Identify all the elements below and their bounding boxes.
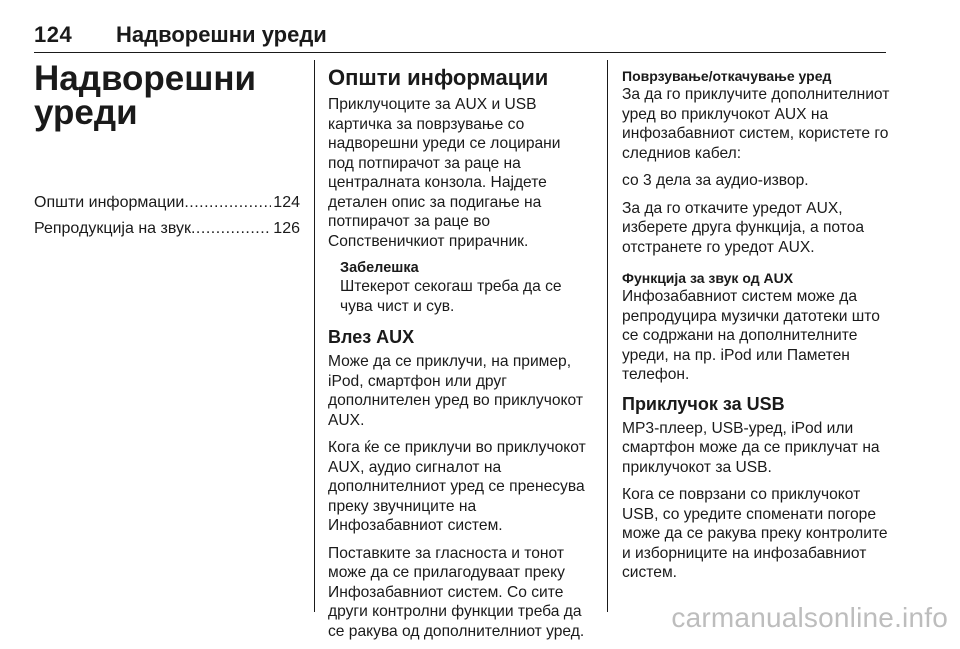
section-heading-general-info: Општи информации	[328, 65, 549, 90]
aux-audio-paragraph: Инфозабавниот систем може да репродуцира музички датотеки што се содржани на дополнителните уреди, на пр. iPod или Паметен телефон.	[622, 288, 880, 383]
middle-column	[328, 62, 590, 649]
column-divider-right	[607, 60, 608, 612]
toc-entry-audio-playback[interactable]	[34, 218, 300, 240]
toc-leader	[184, 192, 271, 214]
toc-page-number: 124	[273, 194, 300, 211]
usb-paragraph-2: Кога се поврзани со приклучокот USB, со уредите споменати погоре може да се ракува преку контролите и изборниците на инфозабавниот систем.	[622, 486, 888, 581]
toc-entry-general-info[interactable]	[34, 192, 300, 214]
page-header	[34, 22, 886, 53]
section-heading-aux: Влез AUX	[328, 327, 415, 347]
toc-label: Репродукција на звук	[34, 220, 191, 237]
subheading-connect: Поврзување/откачување уред	[622, 68, 832, 84]
right-column	[622, 62, 890, 591]
usb-paragraph-1: MP3-плеер, USB-уред, iPod или смартфон може да се приклучат на приклучокот за USB.	[622, 419, 880, 476]
toc-page-number: 126	[273, 220, 300, 237]
chapter-title-line2: уреди	[34, 93, 138, 132]
connect-paragraph-3: За да го откачите уредот AUX, изберете друга функција, а потоа отстранете го уредот AUX.	[622, 199, 865, 256]
chapter-title-line1: Надворешни	[34, 59, 257, 98]
running-title: Надворешни уреди	[116, 22, 327, 47]
note-box	[328, 259, 590, 316]
chapter-title	[34, 59, 300, 132]
intro-paragraph: Приклучоците за AUX и USB картичка за поврзување со надворешни уреди се лоцирани под потпирачот за раце на централната конзола. Најдете детален опис за подигање на потпирачот за раце во Сопственичкиот прирачник.	[328, 96, 561, 250]
watermark: carmanualsonline.info	[671, 602, 948, 633]
aux-paragraph-3: Поставките за гласноста и тонот може да се прилагодуваат преку Инфозабавниот систем. Со сите други контролни функции треба да се ракува од дополнителниот уред.	[328, 544, 585, 640]
subheading-aux-audio: Функција за звук од AUX	[622, 270, 794, 286]
toc-label: Општи информации	[34, 194, 185, 211]
connect-paragraph-2: со 3 дела за аудио-извор.	[622, 172, 809, 189]
note-title: Забелешка	[340, 260, 419, 276]
section-heading-usb: Приклучок за USB	[622, 393, 785, 414]
page-number: 124	[34, 22, 73, 47]
toc-leader	[191, 218, 271, 240]
aux-paragraph-2: Кога ќе се приклучи во приклучокот AUX, аудио сигналот на дополнителниот уред се пренесува преку звучниците на Инфозабавниот систем.	[328, 439, 586, 534]
note-text: Штекерот секогаш треба да се чува чист и сув.	[340, 278, 562, 315]
chapter-column	[34, 59, 300, 244]
aux-paragraph-1: Може да се приклучи, на пример, iPod, смартфон или друг дополнителен уред во приклучокот AUX.	[328, 353, 583, 429]
connect-paragraph-1: За да го приклучите дополнителниот уред во приклучокот AUX на инфозабавниот систем, користете го следниов кабел:	[622, 86, 890, 162]
column-divider-left	[314, 60, 315, 612]
